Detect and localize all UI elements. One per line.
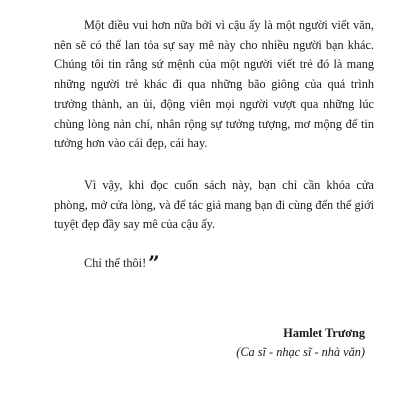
closing-quote-mark-icon: ” — [148, 251, 159, 275]
closing-line — [84, 251, 159, 275]
body-paragraph-1: Một điều vui hơn nữa bởi vì cậu ấy là một người viết văn, nên sẽ có thể lan tỏa sự say mê này cho nhiều người bạn khác. Chúng tôi tin rằng sứ mệnh của một người viết trẻ đó là mang những người trẻ khác đi qua những bão giông của quá trình trưởng thành, an ủi, động viên mọi người vượt qua những lúc chùng lòng nản chí, nhân rộng sự tưởng tượng, mơ mộng để tin tưởng hơn vào cái đẹp, cái hay. — [54, 18, 374, 151]
body-paragraph-2: Vì vậy, khi đọc cuốn sách này, bạn chỉ cần khóa cửa phòng, mở cửa lòng, và để tác giả mang bạn đi cùng đến thế giới tuyệt đẹp đầy say mê của cậu ấy. — [54, 178, 374, 232]
author-name: Hamlet Trương — [283, 326, 365, 340]
author-role: (Ca sĩ - nhạc sĩ - nhà văn) — [236, 345, 365, 359]
closing-text: Chỉ thế thôi! — [84, 256, 147, 270]
